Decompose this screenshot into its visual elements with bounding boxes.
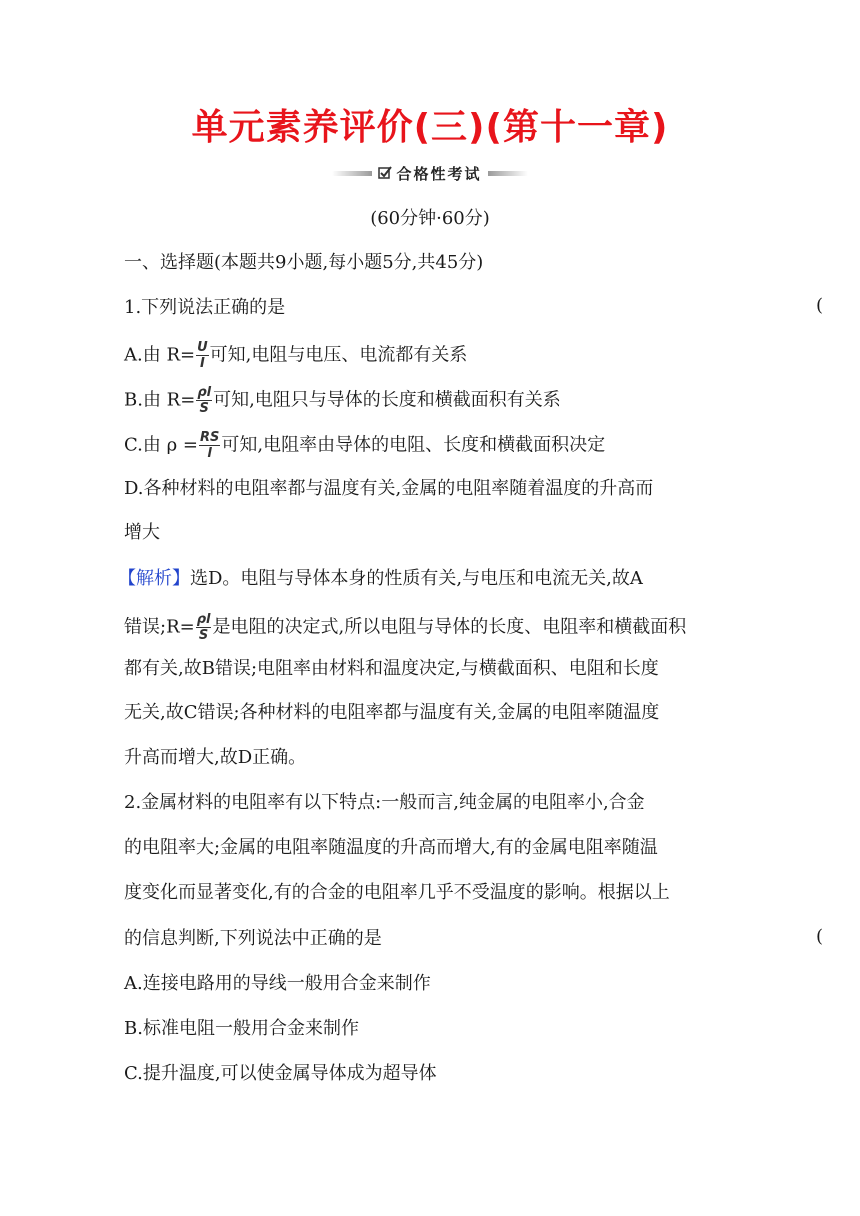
q2-stem-line4: 的信息判断,下列说法中正确的是 bbox=[124, 928, 382, 949]
q1-option-d-line1: D.各种材料的电阻率都与温度有关,金属的电阻率随着温度的升高而 bbox=[124, 478, 654, 499]
q1-answer-paren: ( bbox=[816, 295, 824, 316]
analysis-line-3: 都有关,故B错误;电阻率由材料和温度决定,与横截面积、电阻和长度 bbox=[124, 658, 659, 679]
q2-stem-line3: 度变化而显著变化,有的合金的电阻率几乎不受温度的影响。根据以上 bbox=[124, 882, 670, 903]
q2-stem-line1: 2.金属材料的电阻率有以下特点:一般而言,纯金属的电阻率小,合金 bbox=[124, 792, 645, 813]
analysis-line-1 bbox=[118, 566, 643, 592]
q2-answer-paren: ( bbox=[816, 926, 824, 947]
q1-c-text: 可知,电阻率由导体的电阻、长度和横截面积决定 bbox=[221, 434, 606, 456]
q2-option-b: B.标准电阻一般用合金来制作 bbox=[124, 1018, 359, 1039]
badge-label: 合格性考试 bbox=[396, 164, 482, 183]
fraction-denominator: S bbox=[198, 628, 209, 643]
fraction-numerator: ρl bbox=[196, 612, 211, 627]
q1-option-b bbox=[124, 385, 561, 416]
analysis-text-1: 选D。电阻与导体本身的性质有关,与电压和电流无关,故A bbox=[190, 568, 643, 589]
page-title: 单元素养评价(三)(第十一章) bbox=[191, 107, 669, 148]
fraction-denominator: S bbox=[199, 401, 209, 416]
checkbox-icon bbox=[378, 166, 392, 180]
analysis-text-2: 是电阻的决定式,所以电阻与导体的长度、电阻率和横截面积 bbox=[212, 616, 687, 638]
fraction-denominator: l bbox=[207, 446, 212, 461]
fraction-rho-l-over-s bbox=[196, 385, 212, 416]
fraction-rho-l-over-s bbox=[196, 612, 212, 643]
section-heading: 一、选择题(本题共9小题,每小题5分,共45分) bbox=[124, 252, 484, 273]
q2-stem-line2: 的电阻率大;金属的电阻率随温度的升高而增大,有的金属电阻率随温 bbox=[124, 837, 658, 858]
q1-option-a bbox=[124, 340, 467, 371]
analysis-tag: 【解析】 bbox=[118, 568, 190, 589]
q2-option-c: C.提升温度,可以使金属导体成为超导体 bbox=[124, 1063, 437, 1084]
q2-option-a: A.连接电路用的导线一般用合金来制作 bbox=[124, 973, 431, 994]
q1-stem: 1.下列说法正确的是 bbox=[124, 297, 286, 318]
analysis-line-4: 无关,故C错误;各种材料的电阻率都与温度有关,金属的电阻率随温度 bbox=[124, 702, 660, 723]
q1-option-d-line2: 增大 bbox=[124, 522, 160, 543]
fraction-denominator: I bbox=[199, 356, 205, 371]
analysis-line-2 bbox=[124, 612, 686, 643]
badge-left-rule bbox=[332, 171, 372, 176]
fraction-numerator: RS bbox=[199, 430, 220, 445]
fraction-rs-over-l bbox=[199, 430, 220, 461]
time-score-note: (60分钟·60分) bbox=[370, 208, 490, 229]
exam-type-badge bbox=[330, 162, 530, 184]
fraction-numerator: U bbox=[197, 340, 208, 355]
fraction-u-over-i bbox=[196, 340, 209, 371]
q1-b-prefix: B.由 R= bbox=[124, 389, 196, 411]
fraction-numerator: ρl bbox=[197, 385, 212, 400]
badge-right-rule bbox=[488, 171, 528, 176]
q1-a-prefix: A.由 R= bbox=[124, 344, 196, 366]
analysis-line-5: 升高而增大,故D正确。 bbox=[124, 747, 307, 768]
q1-a-text: 可知,电阻与电压、电流都有关系 bbox=[209, 344, 468, 366]
q1-c-prefix: C.由 ρ = bbox=[124, 434, 198, 456]
analysis-text-2-prefix: 错误;R= bbox=[124, 616, 195, 638]
q1-b-text: 可知,电阻只与导体的长度和横截面积有关系 bbox=[213, 389, 561, 411]
q1-option-c bbox=[124, 430, 605, 461]
